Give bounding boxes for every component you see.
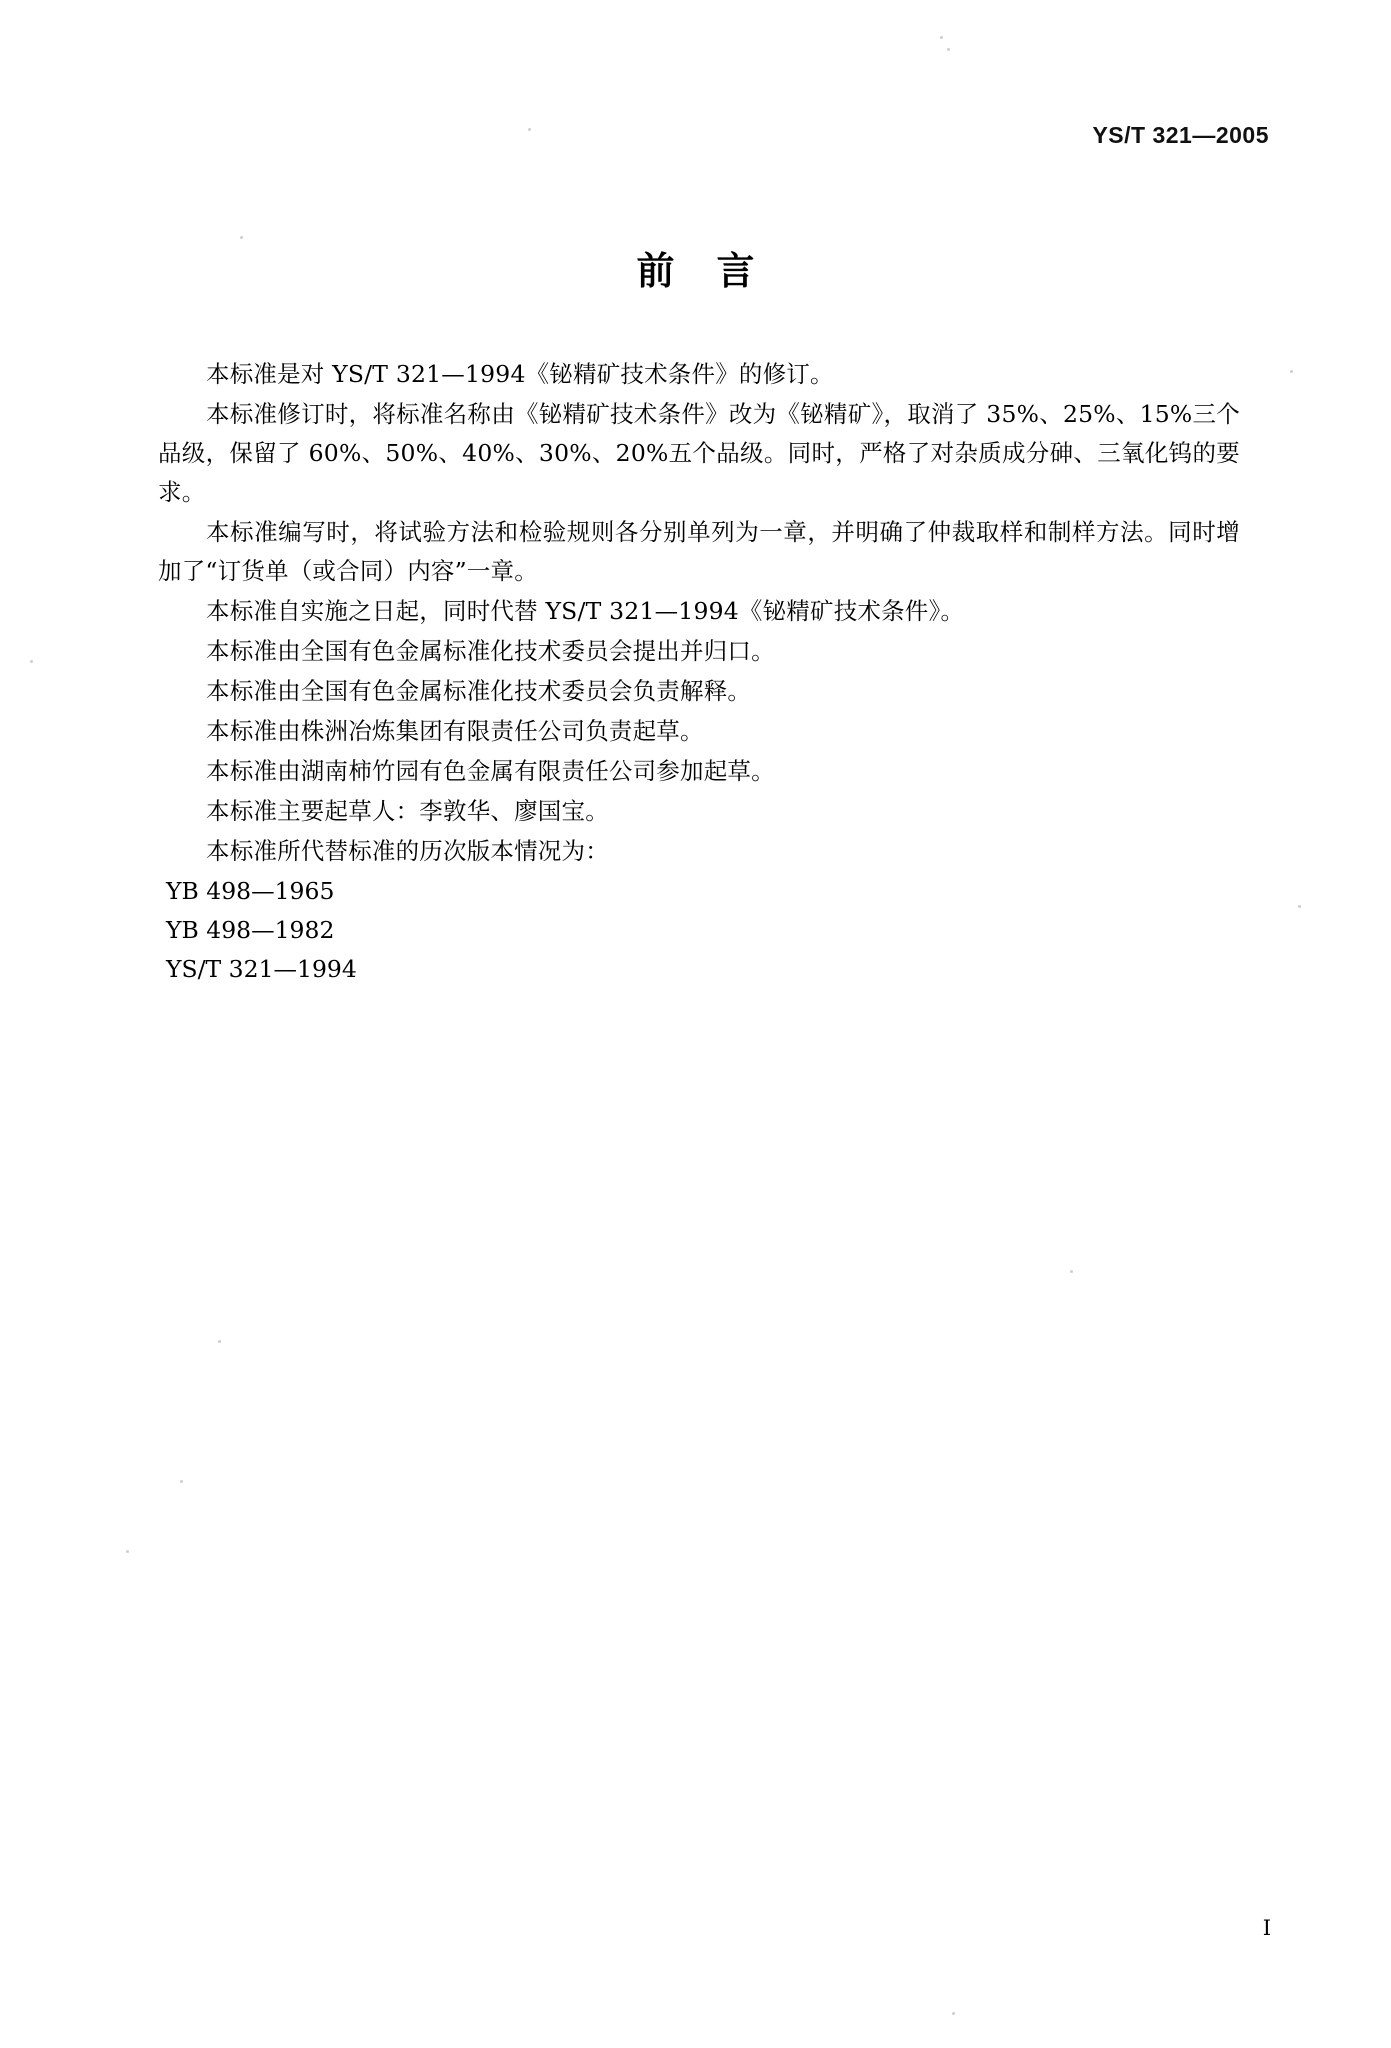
previous-version-item: YB 498—1982 [166,916,335,944]
scan-speckle [940,36,943,39]
paragraph: 本标准由全国有色金属标准化技术委员会提出并归口。 [206,637,775,665]
paragraph: 本标准由株洲冶炼集团有限责任公司负责起草。 [206,717,704,745]
scan-speckle [1290,370,1293,373]
scan-speckle [1298,905,1301,908]
scan-speckle [240,236,243,239]
scan-speckle [1070,1270,1073,1273]
scan-speckle [126,1550,129,1553]
paragraph: 本标准由湖南柿竹园有色金属有限责任公司参加起草。 [206,757,775,785]
paragraph: 本标准主要起草人：李敦华、廖国宝。 [206,797,609,825]
page-title: 前言 [636,249,797,293]
standard-number-header: YS/T 321—2005 [1092,122,1269,148]
previous-version-item: YB 498—1965 [166,877,335,905]
scan-speckle [528,128,531,131]
paragraph: 本标准修订时，将标准名称由《铋精矿技术条件》改为《铋精矿》，取消了 35%、25%、15%三个品级，保留了 60%、50%、40%、30%、20%五个品级。同时，严格了对杂质成分砷、三氧化钨的要求。 [158,400,1240,506]
scan-speckle [180,1480,183,1483]
paragraph: 本标准由全国有色金属标准化技术委员会负责解释。 [206,677,752,705]
scan-speckle [218,1340,221,1343]
paragraph: 本标准是对 YS/T 321—1994《铋精矿技术条件》的修订。 [206,360,834,388]
paragraph: 本标准编写时，将试验方法和检验规则各分别单列为一章，并明确了仲裁取样和制样方法。同时增加了“订货单（或合同）内容”一章。 [158,518,1240,585]
scan-speckle [952,2012,955,2015]
foreword-body [158,355,1240,989]
scan-speckle [947,48,950,51]
scan-speckle [30,660,33,663]
paragraph: 本标准自实施之日起，同时代替 YS/T 321—1994《铋精矿技术条件》。 [206,597,965,625]
paragraph: 本标准所代替标准的历次版本情况为： [206,837,609,865]
page-number: Ⅰ [1262,1916,1271,1940]
previous-version-item: YS/T 321—1994 [166,955,357,983]
